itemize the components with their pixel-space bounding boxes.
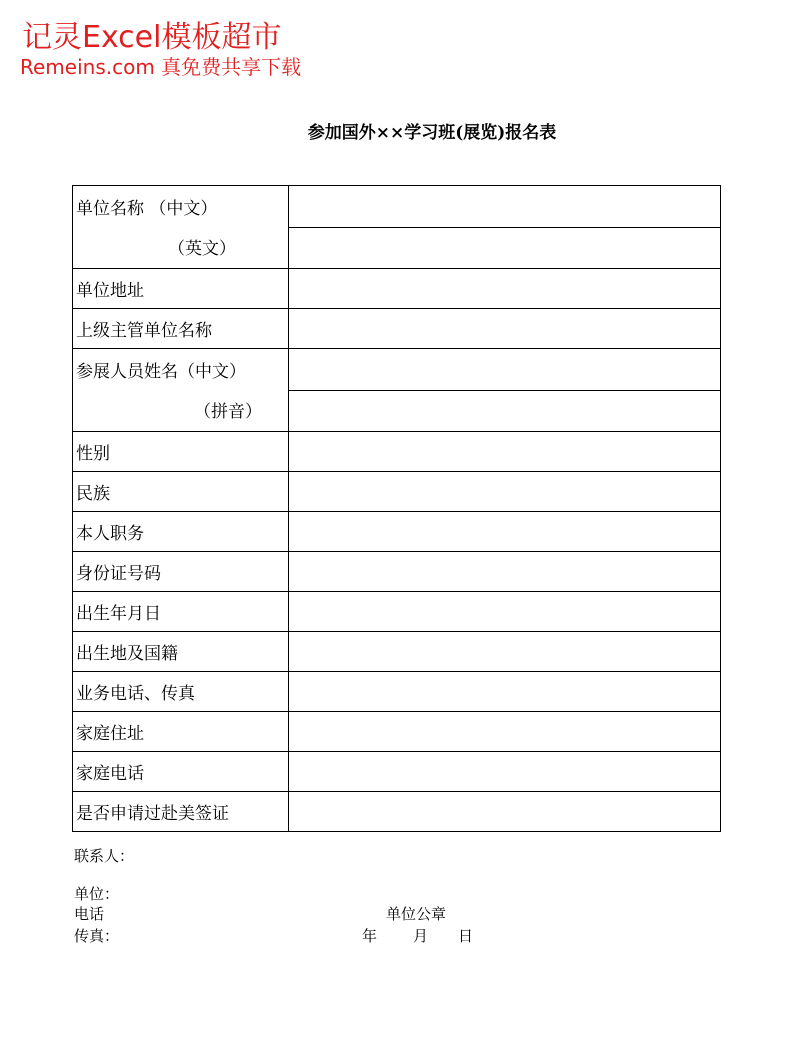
table-row	[73, 269, 721, 309]
us-visa-field[interactable]	[289, 792, 721, 832]
superior-unit-label: 上级主管单位名称	[73, 309, 289, 349]
participant-name-label	[73, 349, 289, 432]
us-visa-label: 是否申请过赴美签证	[73, 792, 289, 832]
unit-name-en-field[interactable]	[289, 227, 721, 269]
table-row	[73, 592, 721, 632]
year-label: 年	[362, 927, 378, 945]
home-phone-field[interactable]	[289, 752, 721, 792]
contact-label: 联系人：	[74, 847, 135, 865]
birthplace-nationality-label: 出生地及国籍	[73, 632, 289, 672]
home-address-label: 家庭住址	[73, 712, 289, 752]
watermark-subtitle: Remeins.com 真免费共享下载	[20, 55, 302, 79]
month-label: 月	[413, 927, 429, 945]
table-row	[73, 552, 721, 592]
registration-table	[72, 185, 721, 832]
fax-label: 传真：	[74, 927, 120, 945]
unit-name-en-label: （英文）	[168, 238, 236, 259]
table-row	[73, 349, 721, 391]
table-row	[73, 472, 721, 512]
table-row	[73, 672, 721, 712]
job-title-field[interactable]	[289, 512, 721, 552]
job-title-label: 本人职务	[73, 512, 289, 552]
home-phone-label: 家庭电话	[73, 752, 289, 792]
table-row	[73, 792, 721, 832]
id-number-label: 身份证号码	[73, 552, 289, 592]
day-label: 日	[458, 927, 474, 945]
unit-label: 单位：	[74, 885, 120, 903]
table-row	[73, 186, 721, 228]
participant-name-pinyin-label: （拼音）	[194, 401, 262, 422]
participant-name-cn-label: 参展人员姓名（中文）	[76, 361, 246, 382]
participant-name-pinyin-field[interactable]	[289, 390, 721, 432]
table-row	[73, 512, 721, 552]
table-row	[73, 632, 721, 672]
table-row	[73, 712, 721, 752]
birth-date-label: 出生年月日	[73, 592, 289, 632]
participant-name-cn-field[interactable]	[289, 349, 721, 391]
phone-label: 电话	[74, 905, 105, 923]
home-address-field[interactable]	[289, 712, 721, 752]
table-row	[73, 309, 721, 349]
superior-unit-field[interactable]	[289, 309, 721, 349]
birth-date-field[interactable]	[289, 592, 721, 632]
unit-name-cn-label: 单位名称 （中文）	[76, 198, 218, 219]
watermark-title: 记灵Excel模板超市	[22, 20, 282, 55]
id-number-field[interactable]	[289, 552, 721, 592]
table-row	[73, 752, 721, 792]
unit-address-label: 单位地址	[73, 269, 289, 309]
unit-name-cn-field[interactable]	[289, 186, 721, 228]
gender-label: 性别	[73, 432, 289, 472]
gender-field[interactable]	[289, 432, 721, 472]
unit-seal-label: 单位公章	[386, 905, 447, 923]
business-phone-fax-field[interactable]	[289, 672, 721, 712]
table-row	[73, 432, 721, 472]
business-phone-fax-label: 业务电话、传真	[73, 672, 289, 712]
ethnicity-label: 民族	[73, 472, 289, 512]
unit-address-field[interactable]	[289, 269, 721, 309]
ethnicity-field[interactable]	[289, 472, 721, 512]
birthplace-nationality-field[interactable]	[289, 632, 721, 672]
form-title: 参加国外××学习班(展览)报名表	[307, 123, 557, 143]
unit-name-label	[73, 186, 289, 269]
